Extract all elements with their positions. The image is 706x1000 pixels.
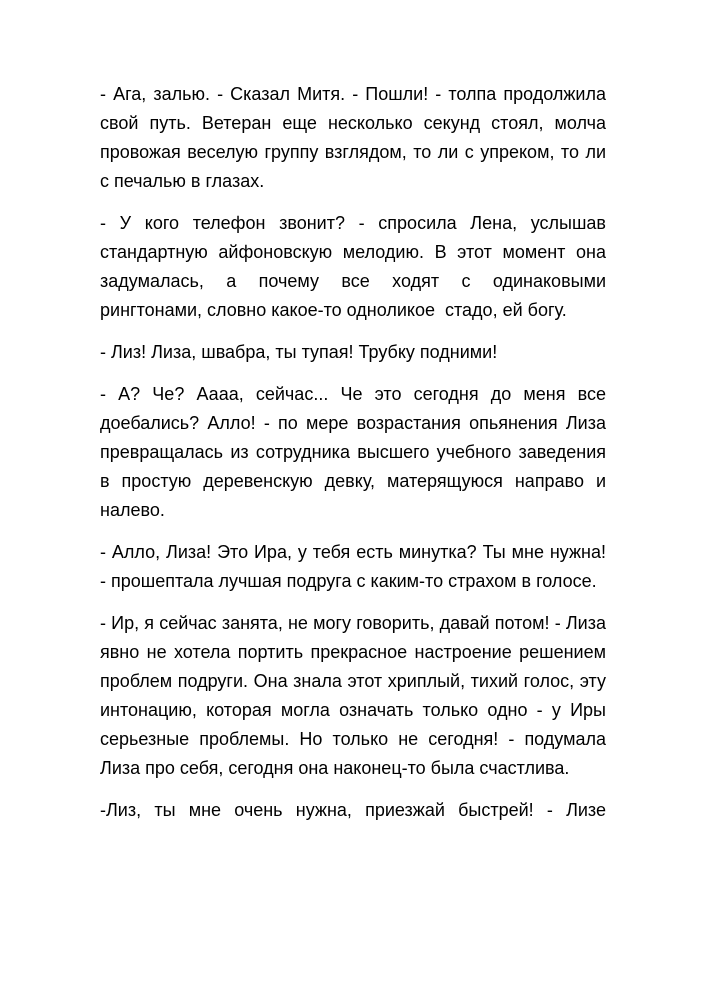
body-paragraph: - А? Че? Аааа, сейчас... Че это сегодня до меня все доебались? Алло! - по мере возрастания опьянения Лиза превращалась из сотрудника высшего учебного заведения в простую деревенскую девку, матерящуюся направо и налево. (100, 384, 612, 520)
body-paragraph: - У кого телефон звонит? - спросила Лена, услышав стандартную айфоновскую мелодию. В этот момент она задумалась, а почему все ходят с одинаковыми рингтонами, словно какое-то одноликое стадо, ей богу. (100, 213, 612, 320)
body-paragraph: - Ир, я сейчас занята, не могу говорить, давай потом! - Лиза явно не хотела портить прекрасное настроение решением проблем подруги. Она знала этот хриплый, тихий голос, эту интонацию, которая могла означать только одно - у Иры серьезные проблемы. Но только не сегодня! - подумала Лиза про себя, сегодня она наконец-то была счастлива. (100, 613, 612, 778)
body-paragraph: - Алло, Лиза! Это Ира, у тебя есть минутка? Ты мне нужна! - прошептала лучшая подруга с каким-то страхом в голосе. (100, 542, 612, 591)
text-column (100, 80, 612, 825)
body-paragraph: - Лиз! Лиза, швабра, ты тупая! Трубку подними! (100, 342, 498, 362)
body-paragraph: -Лиз, ты мне очень нужна, приезжай быстрей! - Лизе (100, 800, 606, 820)
body-paragraph: - Ага, залью. - Сказал Митя. - Пошли! - толпа продолжила свой путь. Ветеран еще несколько секунд стоял, молча провожая веселую группу взглядом, то ли с упреком, то ли с печалью в глазах. (100, 84, 612, 191)
